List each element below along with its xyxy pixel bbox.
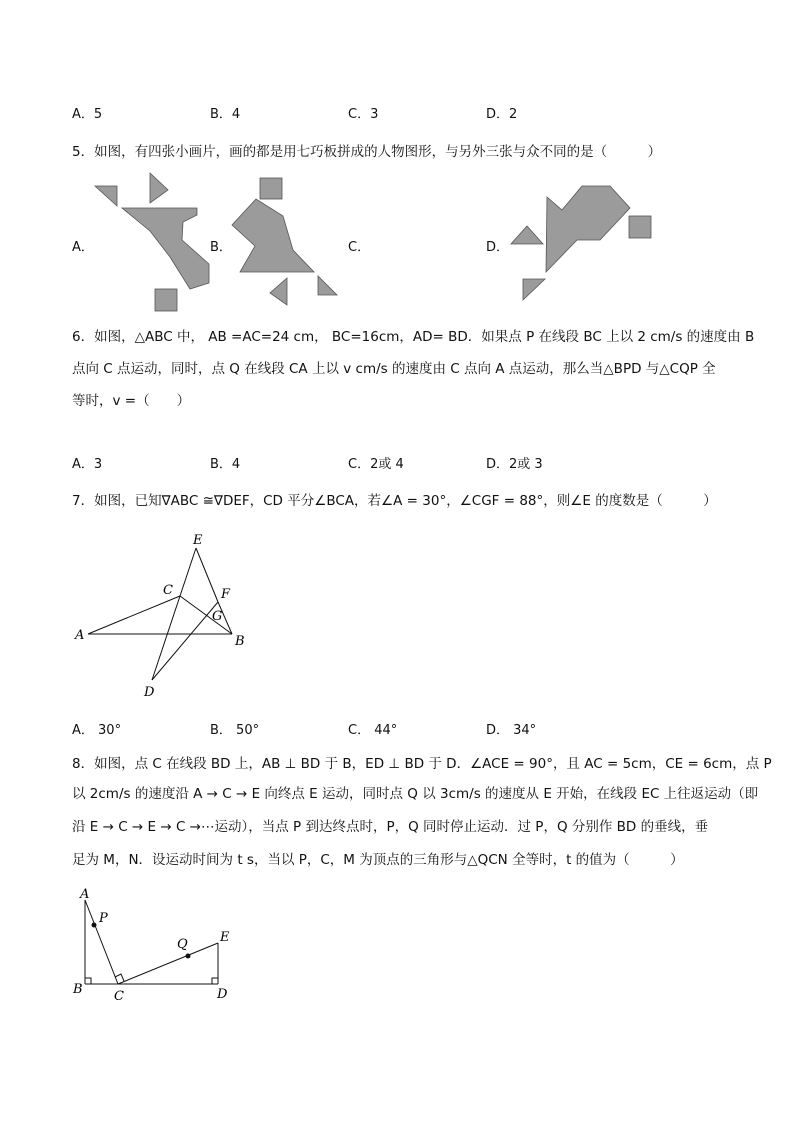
q4-option-d: D．2 [486, 107, 518, 122]
q5-label-d: D． [486, 240, 510, 255]
q8-line-2: 以 2cm/s 的速度沿 A → C → E 向终点 E 运动，同时点 Q 以 3cm/s 的速度从 E 开始，在线段 EC 上往返运动（即 [72, 786, 759, 802]
q8-point-q [186, 954, 191, 959]
q8-label-c: C [114, 989, 124, 1004]
q6-line-1: 6．如图，△ABC 中， AB =AC=24 cm， BC=16cm，AD= BD．如果点 P 在线段 BC 上以 2 cm/s 的速度由 B [72, 329, 755, 345]
q8-line-1: 8．如图，点 C 在线段 BD 上，AB ⊥ BD 于 B，ED ⊥ BD 于 D．∠ACE = 90°，且 AC = 5cm，CE = 6cm，点 P [72, 756, 772, 772]
q7-option-a: A． 30° [72, 723, 122, 738]
q4-option-b: B．4 [210, 107, 241, 122]
q7-label-g: G [212, 609, 223, 624]
q7-label-c: C [163, 583, 173, 598]
q7-option-c: C． 44° [348, 723, 398, 738]
q6-option-b: B．4 [210, 457, 241, 472]
q7-label-d: D [144, 685, 155, 700]
q7-label-f: F [221, 587, 231, 602]
q8-right-angle-d [212, 978, 218, 984]
q7-label-a: A [75, 628, 85, 643]
q5-label-c: C． [348, 240, 371, 255]
q8-label-d: D [217, 987, 228, 1002]
q4-option-a: A．5 [72, 107, 103, 122]
q8-label-p: P [99, 911, 108, 926]
q8-label-q: Q [177, 937, 188, 952]
q8-line-4: 足为 M，N．设运动时间为 t s，当以 P，C，M 为顶点的三角形与△QCN 全等时，t 的值为（ ） [72, 852, 684, 868]
q8-label-a: A [80, 887, 90, 902]
q5-stem: 5．如图，有四张小画片，画的都是用七巧板拼成的人物图形，与另外三张与众不同的是（ ） [72, 144, 662, 160]
q8-point-p [92, 923, 97, 928]
q5-label-b: B． [210, 240, 232, 255]
q6-line-2: 点向 C 点运动，同时，点 Q 在线段 CA 上以 v cm/s 的速度由 C 点向 A 点运动，那么当△BPD 与△CQP 全 [72, 361, 716, 377]
q6-option-d: D．2或 3 [486, 457, 543, 472]
q8-label-b: B [73, 982, 83, 997]
q8-segment-ce [118, 943, 218, 984]
q8-right-angle-b [85, 978, 91, 984]
q6-option-c: C．2或 4 [348, 457, 404, 472]
q7-option-d: D． 34° [486, 723, 537, 738]
q7-label-e: E [193, 533, 203, 548]
q7-label-b: B [235, 634, 245, 649]
q4-option-c: C．3 [348, 107, 379, 122]
q6-option-a: A．3 [72, 457, 103, 472]
q5-label-a: A． [72, 240, 94, 255]
q6-line-3: 等时，v =（ ） [72, 393, 191, 409]
q8-label-e: E [220, 930, 230, 945]
q7-stem: 7．如图，已知∇ABC ≅∇DEF，CD 平分∠BCA，若∠A = 30°，∠CGF = 88°，则∠E 的度数是（ ） [72, 493, 717, 509]
q7-option-b: B． 50° [210, 723, 260, 738]
q8-line-3: 沿 E → C → E → C →⋯运动），当点 P 到达终点时，P，Q 同时停止运动．过 P，Q 分别作 BD 的垂线，垂 [72, 819, 709, 835]
